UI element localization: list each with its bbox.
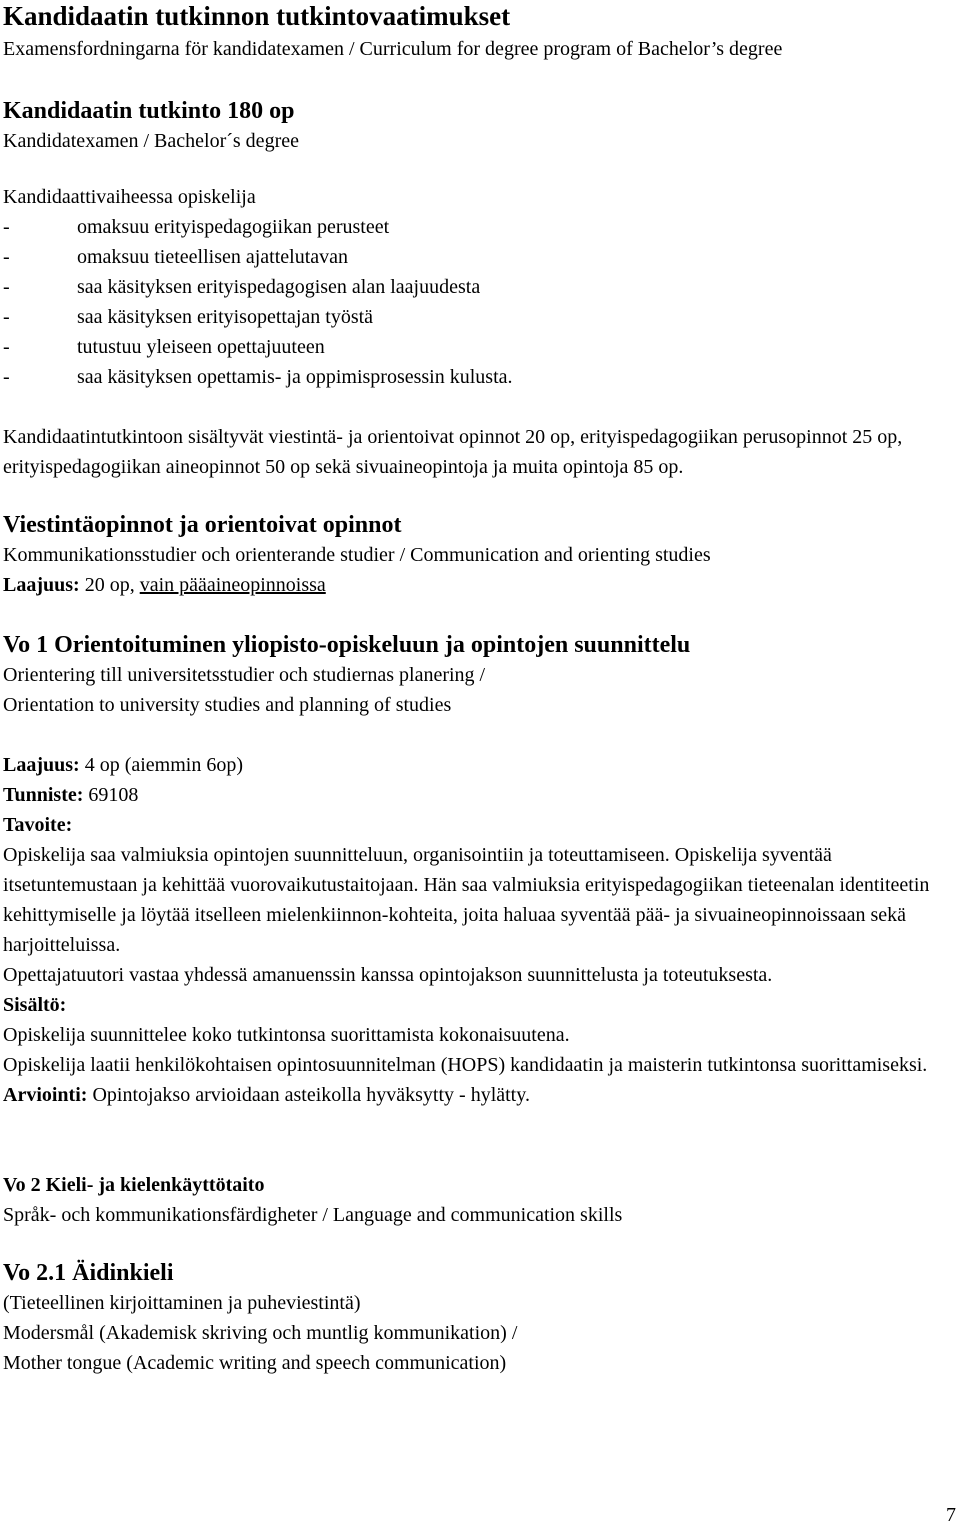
dash: - (3, 246, 10, 268)
scope-note: vain pääaineopinnoissa (139, 574, 326, 596)
communication-scope (3, 570, 953, 600)
id-value: 69108 (88, 784, 139, 806)
goal-text: Opiskelija saa valmiuksia opintojen suunnitteluun, organisointiin ja toteuttamiseen. Opiskelija syventää itsetuntemustaan ja kehittää vuorovaikutustaitojaan. Hän saa valmiuksia erityispedagogiikan tieteenalan identiteetin kehittymiselle ja löytää itselleen mielenkiinnon-kohteita, joita haluaa syventää pää- ja sivuaineopinnoissaan sekä harjoitteluissa. (3, 844, 930, 956)
vo1-id (3, 780, 953, 810)
vo1-heading: Vo 1 Orientoituminen yliopisto-opiskeluun ja opintojen suunnittelu (3, 632, 691, 658)
list-item (3, 272, 953, 302)
list-item (3, 242, 953, 272)
vo1-evaluation (3, 1080, 953, 1110)
vo21-line-1: (Tieteellinen kirjoittaminen ja puheviestintä) (3, 1292, 361, 1314)
dash: - (3, 336, 10, 358)
list-item-text: saa käsityksen opettamis- ja oppimisprosessin kulusta. (77, 366, 513, 388)
phase-intro: Kandidaattivaiheessa opiskelija (3, 186, 256, 208)
scope-value: 20 op, (84, 574, 135, 596)
scope-label: Laajuus: (3, 754, 80, 776)
list-item (3, 362, 953, 392)
content-text-1: Opiskelija suunnittelee koko tutkintonsa suorittamista kokonaisuutena. (3, 1024, 570, 1046)
vo21-heading: Vo 2.1 Äidinkieli (3, 1260, 174, 1286)
vo2-heading: Vo 2 Kieli- ja kielenkäyttötaito (3, 1174, 265, 1196)
dash: - (3, 216, 10, 238)
vo21-line-2: Modersmål (Akademisk skriving och muntlig kommunikation) / (3, 1322, 518, 1344)
page-number: 7 (946, 1504, 956, 1526)
contents-paragraph: Kandidaatintutkintoon sisältyvät viestintä- ja orientoivat opinnot 20 op, erityispedagogiikan perusopinnot 25 op, erityispedagogiikan aineopinnot 50 op sekä sivuaineopintoja ja muita opintoja 85 op. (3, 426, 903, 478)
goal-label: Tavoite: (3, 814, 73, 836)
list-item-text: saa käsityksen erityisopettajan työstä (77, 306, 374, 328)
phase-list (3, 212, 953, 392)
content-label: Sisältö: (3, 994, 67, 1016)
list-item-text: tutustuu yleiseen opettajuuteen (77, 336, 325, 358)
list-item-text: omaksuu tieteellisen ajattelutavan (77, 246, 349, 268)
communication-subheading: Kommunikationsstudier och orienterande studier / Communication and orienting studies (3, 544, 711, 566)
vo2-subheading: Språk- och kommunikationsfärdigheter / Language and communication skills (3, 1204, 623, 1226)
vo21-line-3: Mother tongue (Academic writing and speech communication) (3, 1352, 507, 1374)
vo1-english-title: Orientation to university studies and planning of studies (3, 694, 452, 716)
scope-label: Laajuus: (3, 574, 80, 596)
goal-text-2: Opettajatuutori vastaa yhdessä amanuenssin kanssa opintojakson suunnittelusta ja toteutuksesta. (3, 964, 773, 986)
page-subtitle: Examensfordningarna för kandidatexamen / Curriculum for degree program of Bachelor’s degree (3, 38, 783, 60)
list-item-text: omaksuu erityispedagogiikan perusteet (77, 216, 390, 238)
vo1-swedish-title: Orientering till universitetsstudier och studiernas planering / (3, 664, 486, 686)
list-item (3, 302, 953, 332)
page-title: Kandidaatin tutkinnon tutkintovaatimukset (3, 1, 511, 31)
list-item (3, 332, 953, 362)
content-text-2: Opiskelija laatii henkilökohtaisen opintosuunnitelman (HOPS) kandidaatin ja maisterin tutkintonsa suorittamiseksi. (3, 1054, 928, 1076)
vo1-scope (3, 750, 953, 780)
document-page (3, 0, 953, 1378)
degree-heading: Kandidaatin tutkinto 180 op (3, 98, 295, 124)
eval-label: Arviointi: (3, 1084, 88, 1106)
communication-heading: Viestintäopinnot ja orientoivat opinnot (3, 512, 402, 538)
id-label: Tunniste: (3, 784, 84, 806)
list-item (3, 212, 953, 242)
scope-value: 4 op (aiemmin 6op) (84, 754, 244, 776)
dash: - (3, 276, 10, 298)
dash: - (3, 306, 10, 328)
list-item-text: saa käsityksen erityispedagogisen alan laajuudesta (77, 276, 481, 298)
degree-subheading: Kandidatexamen / Bachelor´s degree (3, 130, 299, 152)
eval-text: Opintojakso arvioidaan asteikolla hyväksytty - hylätty. (92, 1084, 530, 1106)
dash: - (3, 366, 10, 388)
